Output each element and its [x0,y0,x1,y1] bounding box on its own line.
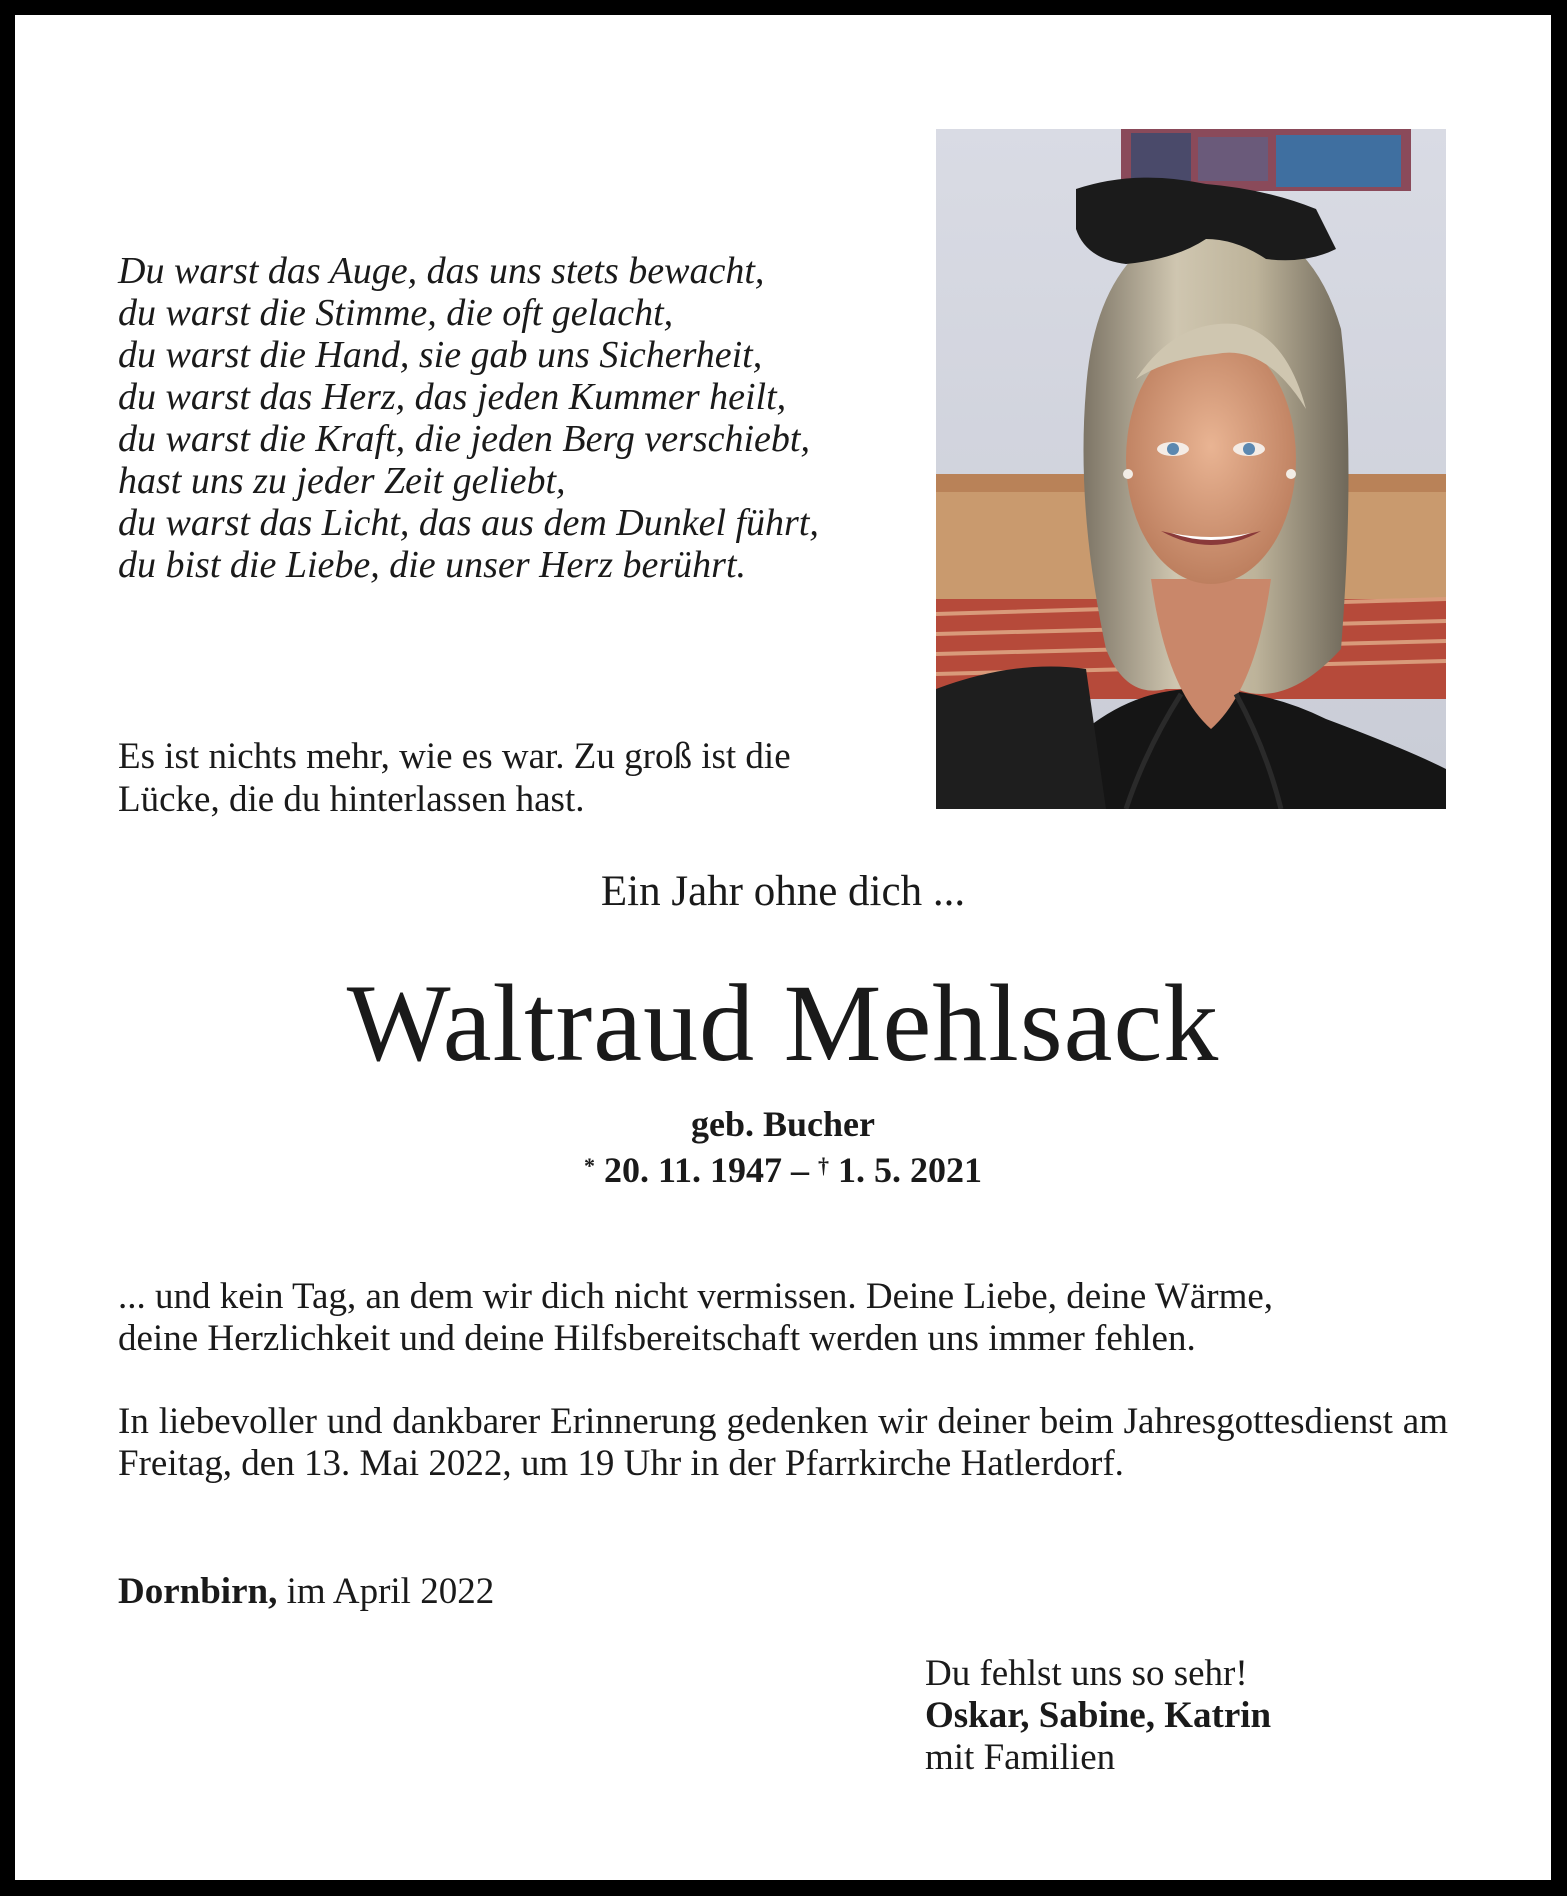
poem-line: Du warst das Auge, das uns stets bewacht, [118,250,765,292]
portrait-photo [936,129,1446,809]
poem-line: du warst das Herz, das jeden Kummer heilt, [118,376,787,418]
poem-line: du bist die Liebe, die unser Herz berührt. [118,544,747,586]
place-date [118,1571,494,1613]
birth-symbol: * [583,1153,595,1178]
death-symbol: † [818,1153,829,1178]
memorial-poem [118,250,898,586]
signature [925,1653,1271,1779]
birth-date: 20. 11. 1947 [603,1150,782,1190]
life-dates [15,1149,1551,1191]
intro-line: Es ist nichts mehr, wie es war. Zu groß ist die [118,736,791,777]
obituary-card [15,15,1551,1880]
message-line: deine Herzlichkeit und deine Hilfsbereitschaft werden uns immer fehlen. [118,1318,1196,1359]
intro-line: Lücke, die du hinterlassen hast. [118,779,585,820]
headline: Ein Jahr ohne dich ... [600,868,966,915]
death-date: 1. 5. 2021 [838,1150,982,1190]
place: Dornbirn, [118,1571,278,1612]
message-line: ... und kein Tag, an dem wir dich nicht vermissen. Deine Liebe, deine Wärme, [118,1276,1274,1317]
signature-line: Du fehlst uns so sehr! [925,1653,1248,1694]
poem-line: du warst die Stimme, die oft gelacht, [118,292,674,334]
deceased-name: Waltraud Mehlsack [346,962,1220,1084]
poem-line: du warst das Licht, das aus dem Dunkel führt, [118,502,819,544]
poem-line: du warst die Hand, sie gab uns Sicherheit, [118,334,763,376]
birth-name: geb. Bucher [691,1104,875,1144]
signature-family: mit Familien [925,1737,1116,1778]
intro-text [118,735,898,821]
date: im April 2022 [286,1571,495,1612]
service-announcement: In liebevoller und dankbarer Erinnerung gedenken wir deiner beim Jahresgottesdienst am Freitag, den 13. Mai 2022, um 19 Uhr in der Pfarrkirche Hatlerdorf. [118,1401,1448,1484]
poem-line: hast uns zu jeder Zeit geliebt, [118,460,566,502]
date-dash: – [791,1150,809,1190]
signature-names: Oskar, Sabine, Katrin [925,1695,1272,1736]
remembrance-message [118,1276,1448,1360]
poem-line: du warst die Kraft, die jeden Berg verschiebt, [118,418,810,460]
